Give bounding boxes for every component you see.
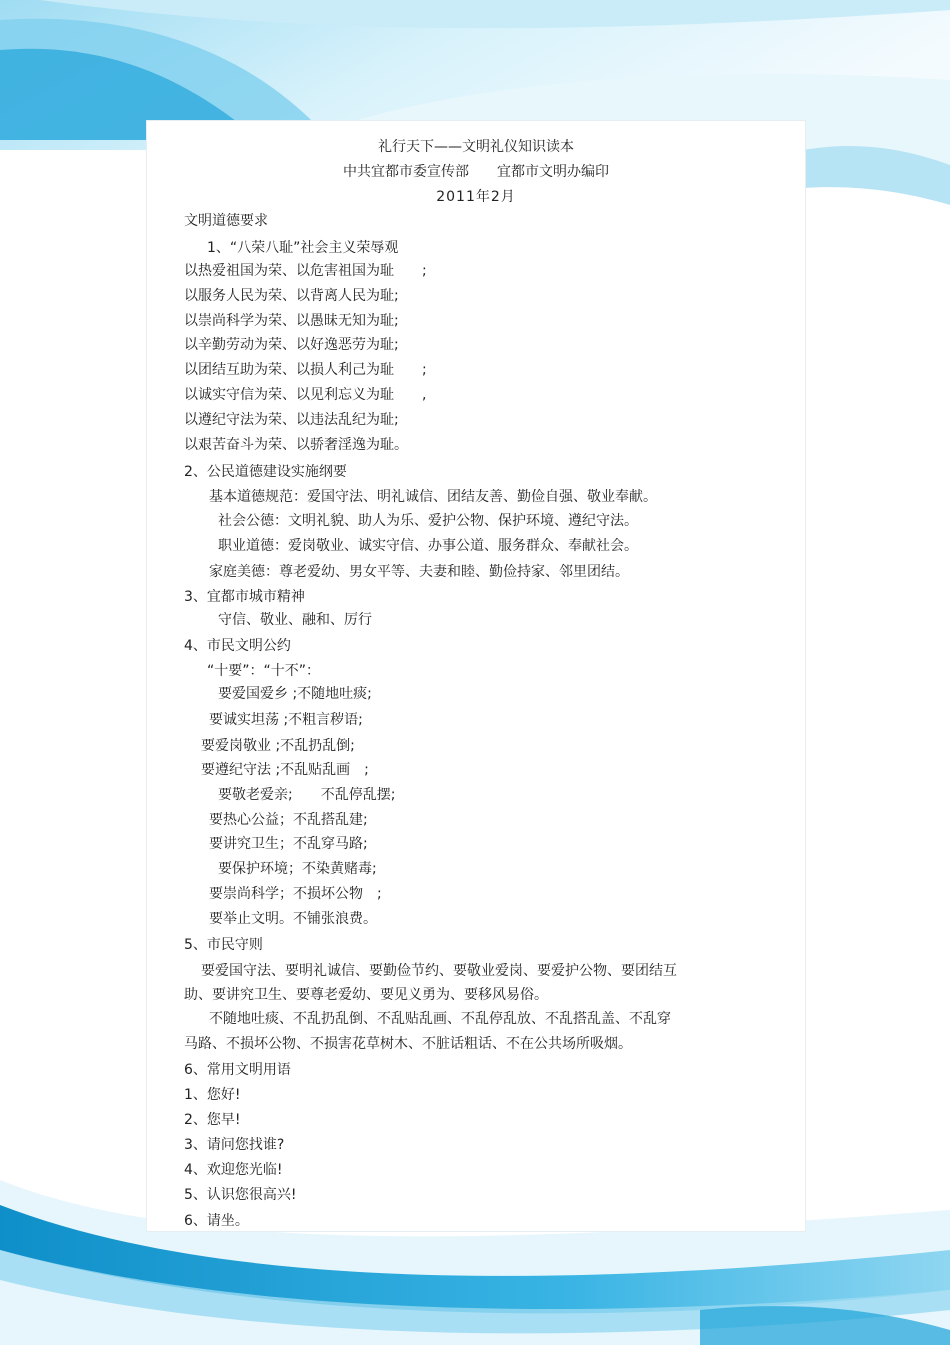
- section-heading: 文明道德要求: [184, 213, 268, 229]
- s4-line: 要热心公益；不乱搭乱建;: [209, 812, 368, 828]
- s5-line: 助、要讲究卫生、要尊老爱幼、要见义勇为、要移风易俗。: [184, 987, 548, 1003]
- s6-heading: 6、常用文明用语: [184, 1062, 291, 1078]
- doc-date: 2011年2月: [436, 189, 516, 205]
- s2-line: 职业道德：爱岗敬业、诚实守信、办事公道、服务群众、奉献社会。: [218, 538, 638, 554]
- s2-heading: 2、公民道德建设实施纲要: [184, 464, 347, 480]
- s1-line: 以辛勤劳动为荣、以好逸恶劳为耻;: [184, 337, 399, 353]
- s4-line: 要遵纪守法 ;不乱贴乱画 ;: [201, 762, 369, 778]
- s6-line: 2、您早!: [184, 1112, 241, 1128]
- s4-intro: “十要”：“十不”：: [207, 663, 321, 679]
- s6-line: 6、请坐。: [184, 1213, 249, 1229]
- s2-line: 基本道德规范：爱国守法、明礼诚信、团结友善、勤俭自强、敬业奉献。: [209, 489, 657, 505]
- s5-line: 要爱国守法、要明礼诚信、要勤俭节约、要敬业爱岗、要爱护公物、要团结互: [201, 963, 677, 979]
- s6-line: 5、认识您很高兴!: [184, 1187, 297, 1203]
- s3-heading: 3、宜都市城市精神: [184, 589, 305, 605]
- s5-line: 不随地吐痰、不乱扔乱倒、不乱贴乱画、不乱停乱放、不乱搭乱盖、不乱穿: [209, 1011, 671, 1027]
- s4-line: 要保护环境；不染黄赌毒;: [218, 861, 377, 877]
- s2-line: 社会公德：文明礼貌、助人为乐、爱护公物、保护环境、遵纪守法。: [218, 513, 638, 529]
- s1-line: 以诚实守信为荣、以见利忘义为耻 ,: [184, 387, 427, 403]
- s4-line: 要崇尚科学；不损坏公物 ;: [209, 886, 382, 902]
- s4-line: 要举止文明。不铺张浪费。: [209, 911, 377, 927]
- s4-line: 要敬老爱亲; 不乱停乱摆;: [218, 787, 396, 803]
- s6-line: 3、请问您找谁?: [184, 1137, 285, 1153]
- doc-title: 礼行天下——文明礼仪知识读本: [378, 139, 574, 155]
- s1-line: 以艰苦奋斗为荣、以骄奢淫逸为耻。: [184, 437, 408, 453]
- document-page: [146, 120, 806, 1232]
- s4-line: 要爱岗敬业 ;不乱扔乱倒;: [201, 738, 355, 754]
- s1-line: 以崇尚科学为荣、以愚昧无知为耻;: [184, 313, 399, 329]
- s6-line: 1、您好!: [184, 1087, 241, 1103]
- s6-line: 4、欢迎您光临!: [184, 1162, 283, 1178]
- s4-line: 要讲究卫生；不乱穿马路;: [209, 836, 368, 852]
- doc-publisher: 中共宜都市委宣传部 宜都市文明办编印: [343, 164, 609, 180]
- s1-line: 以热爱祖国为荣、以危害祖国为耻 ;: [184, 263, 427, 279]
- s1-line: 以团结互助为荣、以损人利己为耻 ;: [184, 362, 427, 378]
- s1-line: 以遵纪守法为荣、以违法乱纪为耻;: [184, 412, 399, 428]
- s4-line: 要诚实坦荡 ;不粗言秽语;: [209, 712, 363, 728]
- s5-line: 马路、不损坏公物、不损害花草树木、不脏话粗话、不在公共场所吸烟。: [184, 1036, 632, 1052]
- s5-heading: 5、市民守则: [184, 937, 263, 953]
- s4-heading: 4、市民文明公约: [184, 638, 291, 654]
- s2-line: 家庭美德：尊老爱幼、男女平等、夫妻和睦、勤俭持家、邻里团结。: [209, 564, 629, 580]
- s1-line: 以服务人民为荣、以背离人民为耻;: [184, 288, 399, 304]
- s4-line: 要爱国爱乡 ;不随地吐痰;: [218, 686, 372, 702]
- s1-heading: 1、“八荣八耻”社会主义荣辱观: [207, 240, 399, 256]
- s3-line: 守信、敬业、融和、厉行: [218, 612, 372, 628]
